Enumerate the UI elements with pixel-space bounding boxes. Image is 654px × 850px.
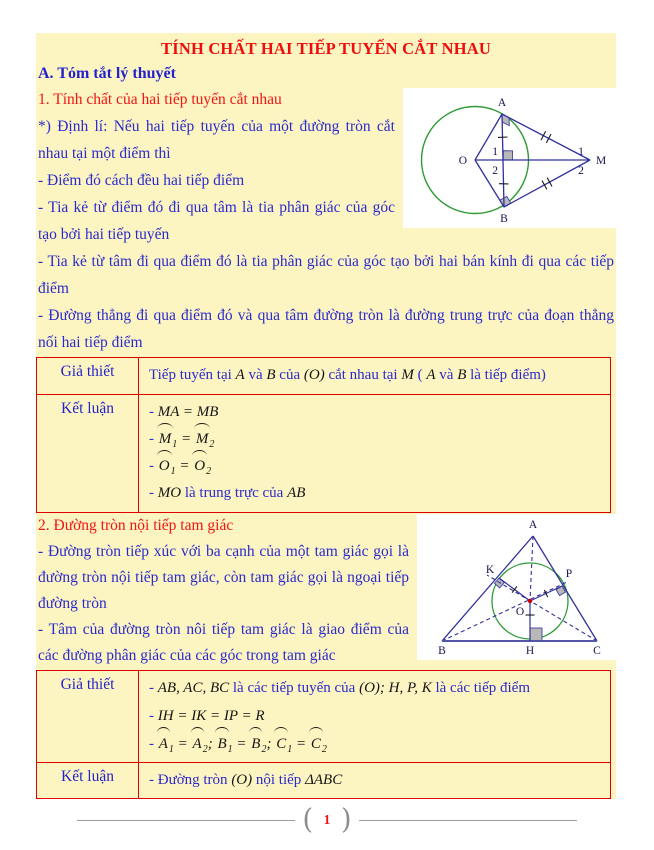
page-number: 1 [323, 812, 331, 827]
angle-M2: 2 [578, 165, 584, 177]
label-O: O [458, 155, 467, 167]
bullet-5: - Đường tròn tiếp xúc với ba cạnh của một tam giác gọi là đường tròn nội tiếp tam giác, còn tam giác gọi là ngoại tiếp đường tròn [38, 543, 409, 612]
heading-1: 1. Tính chất của hai tiếp tuyến cắt nhau [38, 91, 282, 108]
label-A: A [528, 519, 538, 531]
label-P: P [565, 568, 573, 580]
bullet-1: - Điểm đó cách đều hai tiếp điểm [38, 172, 245, 189]
tangent-circle-diagram [403, 88, 621, 228]
page-footer [0, 805, 654, 835]
label-B: B [500, 213, 508, 225]
angle-M1: 1 [578, 146, 584, 158]
heading-a: A. Tóm tắt lý thuyết [38, 65, 176, 82]
bullet-4: - Đường thẳng đi qua điểm đó và qua tâm đường tròn là đường trung trực của đoạn thẳng nối hai tiếp điểm [38, 307, 614, 351]
kl-line-3: - $O_1 = O_2$ [149, 453, 602, 480]
right-angle-mark-H [503, 151, 512, 160]
gt2-line-1: - AB, AC, BC là các tiếp tuyến của (O); H, P, K là các tiếp điểm [149, 680, 531, 696]
gt-label-2: Giả thiết [37, 671, 139, 763]
paragraph-theorem: *) Định lí: Nếu hai tiếp tuyến của một đường tròn cắt nhau tại một điểm thì [38, 118, 395, 162]
incenter-dot [528, 599, 532, 603]
bracket-left-icon: ( [302, 803, 313, 836]
footer-rule-left [77, 820, 295, 821]
bullet-2: - Tia kẻ từ điểm đó đi qua tâm là tia phân giác của góc tạo bởi hai tiếp tuyến [38, 199, 395, 243]
label-H: H [525, 645, 535, 657]
tangent-circle-figure [403, 88, 621, 228]
label-M: M [596, 155, 607, 167]
kl-line-1: - MA = MB [149, 404, 219, 420]
right-angle-mark-H [530, 628, 542, 641]
label-A: A [497, 97, 507, 109]
kl-label: Kết luận [37, 395, 139, 513]
theorem-table-2 [36, 670, 611, 799]
heading-2: 2. Đường tròn nội tiếp tam giác [38, 517, 234, 534]
bullet-6: - Tâm của đường tròn nôi tiếp tam giác là giao điểm của các đường phân giác của các góc trong tam giác [38, 621, 409, 664]
gt2-line-2: - IH = IK = IP = R [149, 708, 265, 724]
label-B: B [438, 645, 446, 657]
kl-label-2: Kết luận [37, 763, 139, 799]
page-title: TÍNH CHẤT HAI TIẾP TUYẾN CẮT NHAU [161, 39, 491, 58]
gt-label: Giả thiết [37, 358, 139, 395]
gt2-line-3: - $A_1 = A_2$; $B_1 = B_2$; $C_1 = C_2$ [149, 730, 602, 758]
document-sheet [36, 33, 616, 799]
label-K: K [485, 564, 495, 576]
angle-O2: 2 [492, 165, 498, 177]
incircle-triangle-diagram [417, 514, 654, 660]
bullet-3: - Tia kẻ từ tâm đi qua điểm đó là tia phân giác của góc tạo bởi hai bán kính đi qua các tiếp điểm [38, 253, 614, 297]
angle-O1: 1 [492, 146, 498, 158]
footer-rule-right [359, 820, 577, 821]
label-C: C [593, 645, 601, 657]
theorem-table-1 [36, 357, 611, 513]
bracket-right-icon: ) [341, 803, 352, 836]
kl-line-4: - MO là trung trực của AB [149, 485, 306, 501]
label-O: O [515, 606, 525, 618]
kl-line-2: - $M_1 = M_2$ [149, 426, 602, 453]
incircle-triangle-figure [417, 514, 654, 660]
gt-content: Tiếp tuyến tại A và B của (O) cắt nhau tại M ( A và B là tiếp điểm) [149, 367, 546, 383]
kl2-line-1: - Đường tròn (O) nội tiếp ΔABC [149, 772, 343, 788]
